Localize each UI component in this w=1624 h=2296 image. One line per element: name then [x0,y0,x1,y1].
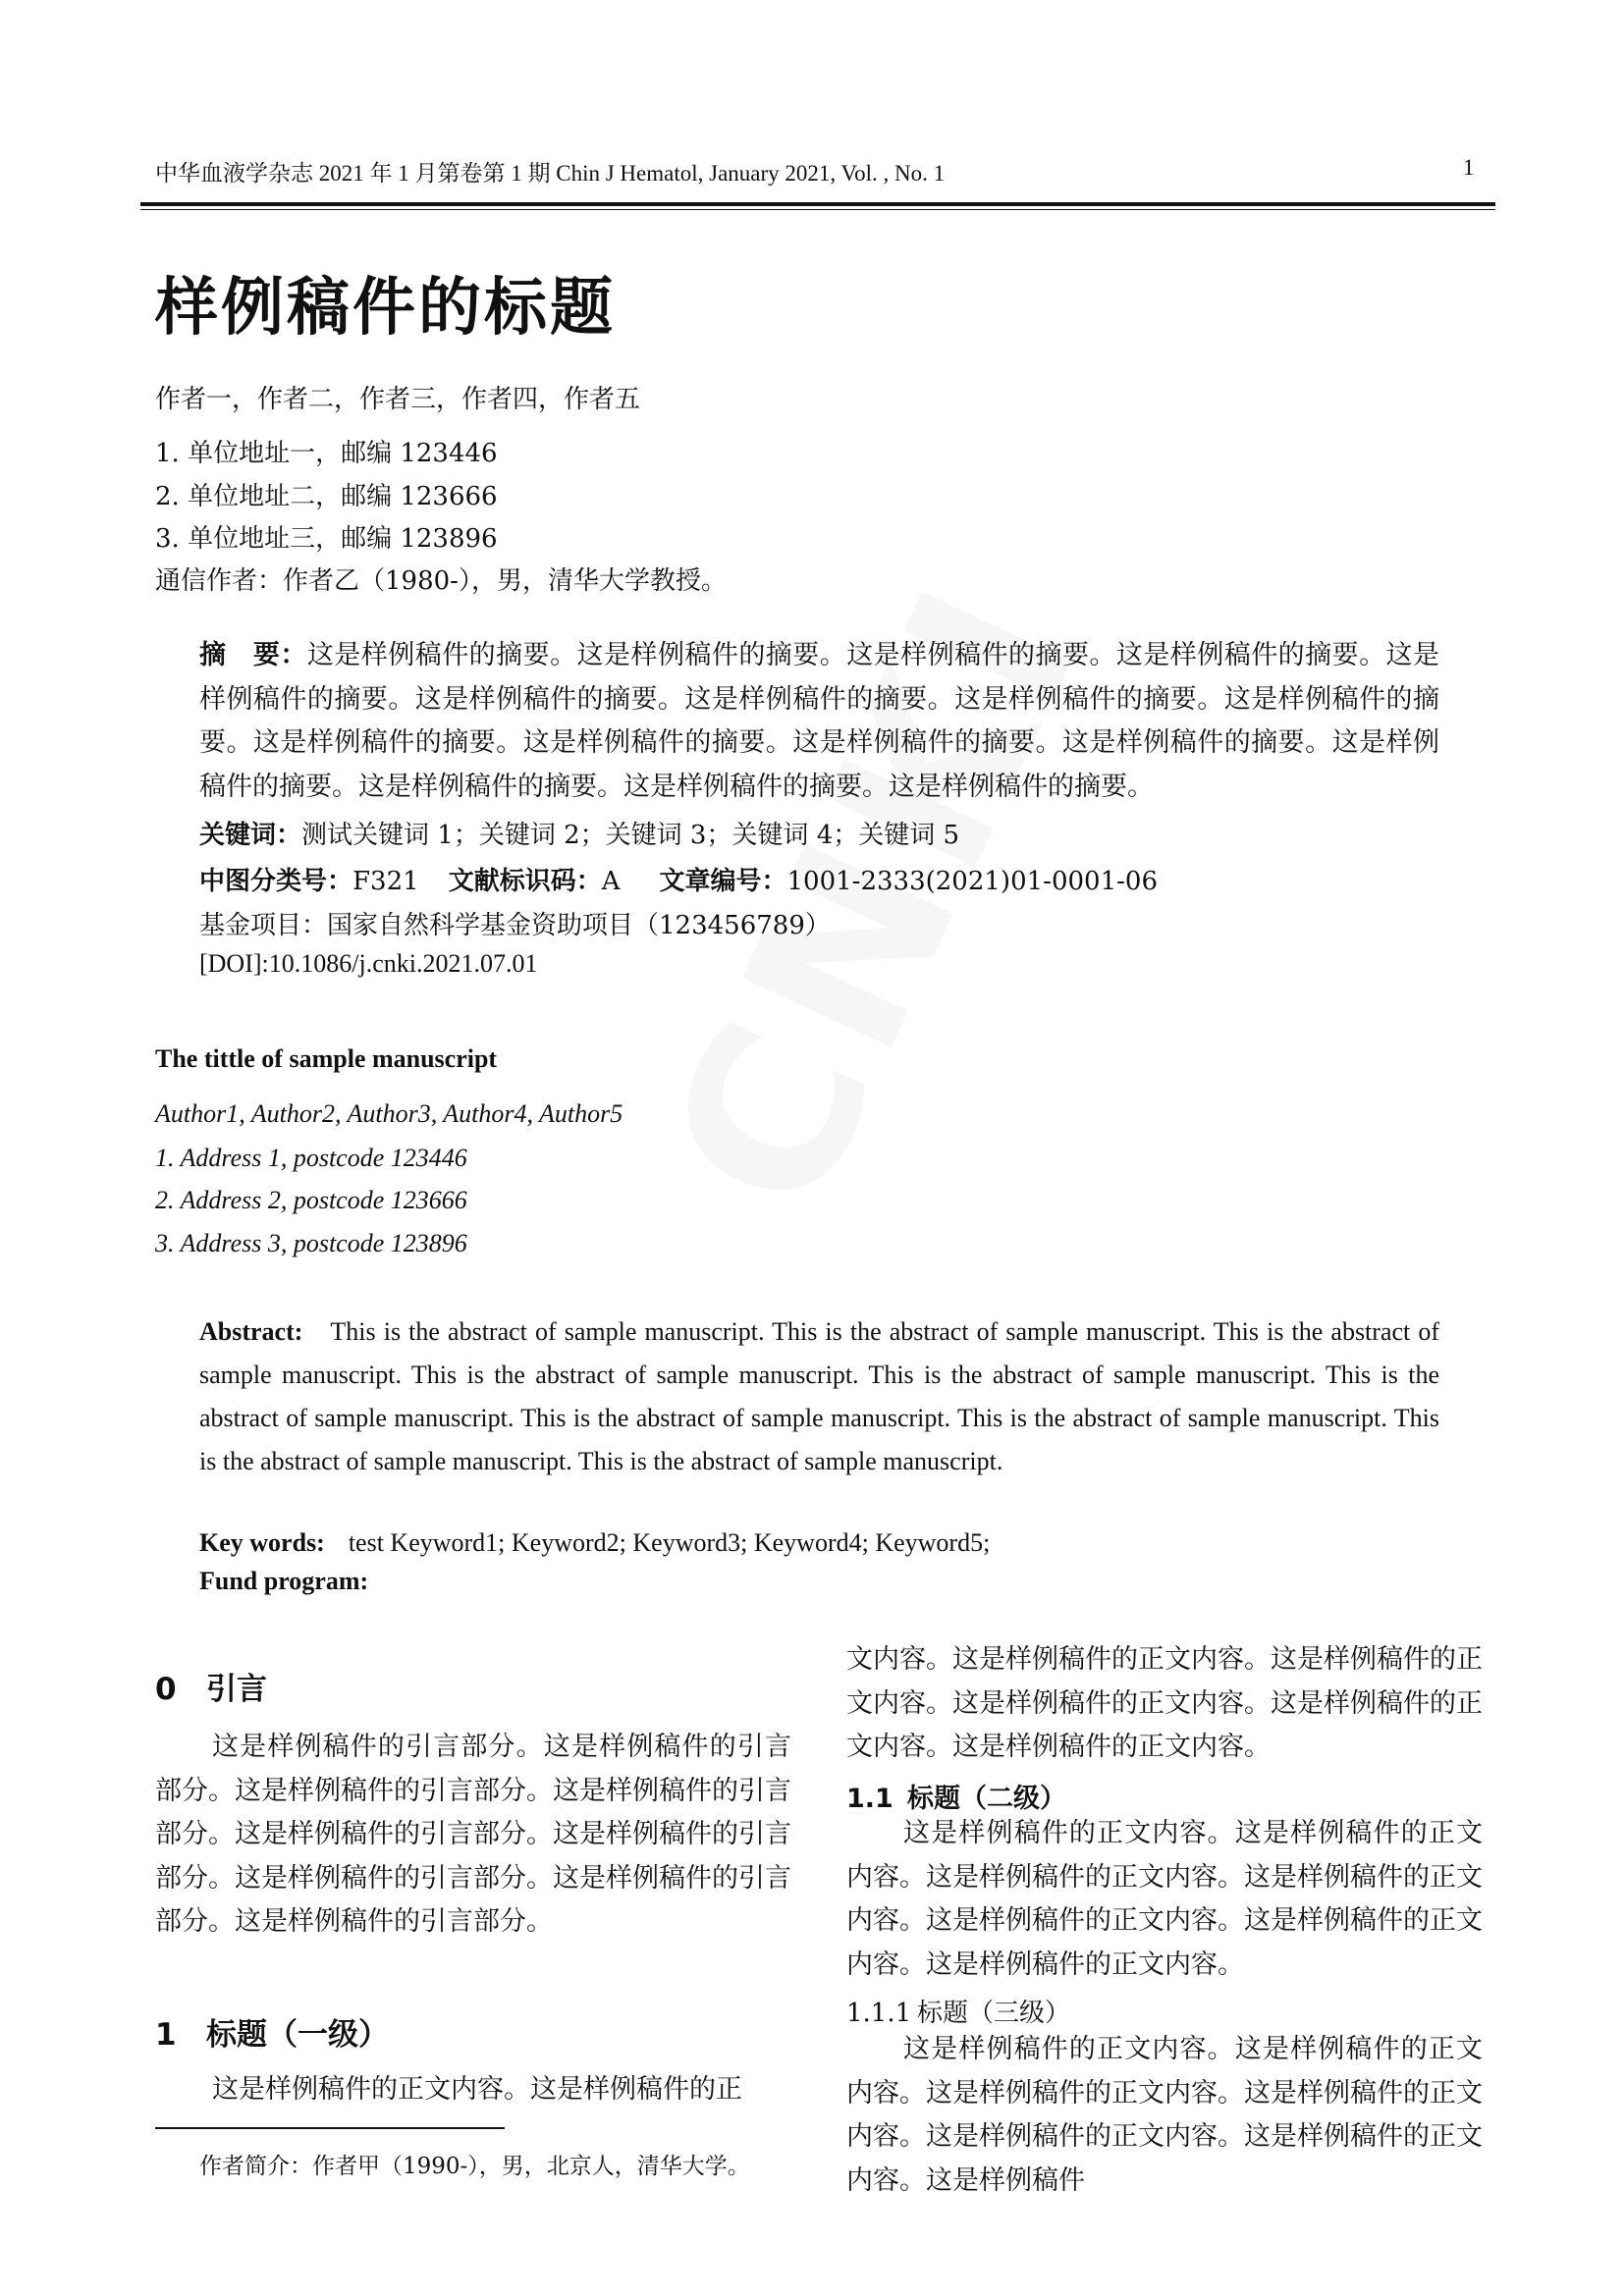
fund-cn: 基金项目：国家自然科学基金资助项目（123456789） [199,911,831,940]
body-paragraph: 文内容。这是样例稿件的正文内容。这是样例稿件的正文内容。这是样例稿件的正文内容。这是样例稿件的正文内容。这是样例稿件的正文内容。 [846,1644,1483,1762]
subsubsection-title: 标题（三级） [917,1999,1071,2028]
body-paragraph: 这是样例稿件的正文内容。这是样例稿件的正 [212,2074,742,2105]
subsubsection-number: 1.1.1 [846,1999,912,2028]
abstract-cn-label: 摘 要： [199,640,307,670]
abstract-cn [199,634,1439,809]
page-number: 1 [1463,155,1475,180]
clc-value: F321 [352,867,419,896]
classification-line [199,861,1158,897]
subsubsection-heading [846,1993,1483,2029]
abstract-en [199,1310,1439,1483]
authors-en: Author1, Author2, Author3, Author4, Author5 [155,1099,623,1128]
corresponding-author: 通信作者：作者乙（1980-），男，清华大学教授。 [155,566,727,596]
paper-title-en: The tittle of sample manuscript [155,1044,498,1073]
fund-en [199,1567,392,1596]
affiliation-en: 1. Address 1, postcode 123446 [155,1144,467,1172]
paper-title: 样例稿件的标题 [155,272,616,345]
section-title: 引言 [206,1672,267,1707]
intro-paragraph: 这是样例稿件的引言部分。这是样例稿件的引言部分。这是样例稿件的引言部分。这是样例稿件的引言部分。这是样例稿件的引言部分。这是样例稿件的引言部分。这是样例稿件的引言部分。这是样例稿件的引言部分。这是样例稿件的引言部分。 [155,1732,791,1937]
section-number: 1 [155,2017,177,2053]
section-title: 标题（一级） [206,2017,389,2053]
clc-label: 中图分类号： [199,867,353,896]
article-number-label: 文章编号： [659,867,787,896]
affiliation-cn: 1. 单位地址一，邮编 123446 [155,439,498,468]
keywords-en [199,1528,990,1558]
authors-cn: 作者一，作者二，作者三，作者四，作者五 [155,385,641,414]
subsection-title: 标题（二级） [907,1784,1066,1814]
affiliation-cn: 3. 单位地址三，邮编 123896 [155,524,498,554]
doi: [DOI]:10.1086/j.cnki.2021.07.01 [199,949,538,978]
subsection-number: 1.1 [846,1784,893,1814]
abstract-en-label: Abstract: [199,1317,303,1346]
doc-code-label: 文献标识码： [448,867,602,896]
journal-header: 中华血液学杂志 2021 年 1 月第卷第 1 期 Chin J Hematol, January 2021, Vol. , No. 1 [155,161,946,186]
fund-en-label: Fund program: [199,1567,369,1595]
footnote-rule [155,2127,505,2129]
affiliation-en: 2. Address 2, postcode 123666 [155,1186,467,1214]
section-heading [155,2009,791,2054]
article-number-value: 1001-2333(2021)01-0001-06 [786,867,1158,896]
keywords-cn [199,815,959,851]
body-paragraph: 这是样例稿件的正文内容。这是样例稿件的正文内容。这是样例稿件的正文内容。这是样例稿件的正文内容。这是样例稿件的正文内容。这是样例稿件的正文内容。这是样例稿件的正文内容。 [846,1818,1483,1980]
section-number: 0 [155,1672,177,1707]
abstract-en-text: This is the abstract of sample manuscript. This is the abstract of sample manuscript. This is the abstract of sample manuscript. This is the abstract of sample manuscript. This is the abstract of sample manuscript. This is the abstract of sample manuscript. This is the abstract of sample manuscript. This is the abstract of sample manuscript. This is the abstract of sample manuscript. This is the abstract of sample manuscript. [199,1317,1439,1475]
body-paragraph: 这是样例稿件的正文内容。这是样例稿件的正文内容。这是样例稿件的正文内容。这是样例稿件的正文内容。这是样例稿件的正文内容。这是样例稿件的正文内容。这是样例稿件 [846,2034,1483,2196]
author-footnote: 作者简介：作者甲（1990-），男，北京人，清华大学。 [199,2154,750,2179]
keywords-en-text: test Keyword1; Keyword2; Keyword3; Keyword4; Keyword5; [348,1528,991,1557]
keywords-cn-text: 测试关键词 1；关键词 2；关键词 3；关键词 4；关键词 5 [301,821,960,850]
subsection-heading [846,1777,1483,1815]
keywords-en-label: Key words: [199,1528,325,1557]
header-rule-thin [140,209,1495,210]
header-rule [140,202,1495,206]
affiliation-en: 3. Address 3, postcode 123896 [155,1229,467,1257]
affiliation-cn: 2. 单位地址二，邮编 123666 [155,482,498,511]
abstract-cn-text: 这是样例稿件的摘要。这是样例稿件的摘要。这是样例稿件的摘要。这是样例稿件的摘要。这是样例稿件的摘要。这是样例稿件的摘要。这是样例稿件的摘要。这是样例稿件的摘要。这是样例稿件的摘要。这是样例稿件的摘要。这是样例稿件的摘要。这是样例稿件的摘要。这是样例稿件的摘要。这是样例稿件的摘要。这是样例稿件的摘要。这是样例稿件的摘要。这是样例稿件的摘要。 [199,640,1440,802]
section-heading [155,1664,791,1708]
doc-code-value: A [601,867,621,896]
keywords-cn-label: 关键词： [199,821,302,850]
